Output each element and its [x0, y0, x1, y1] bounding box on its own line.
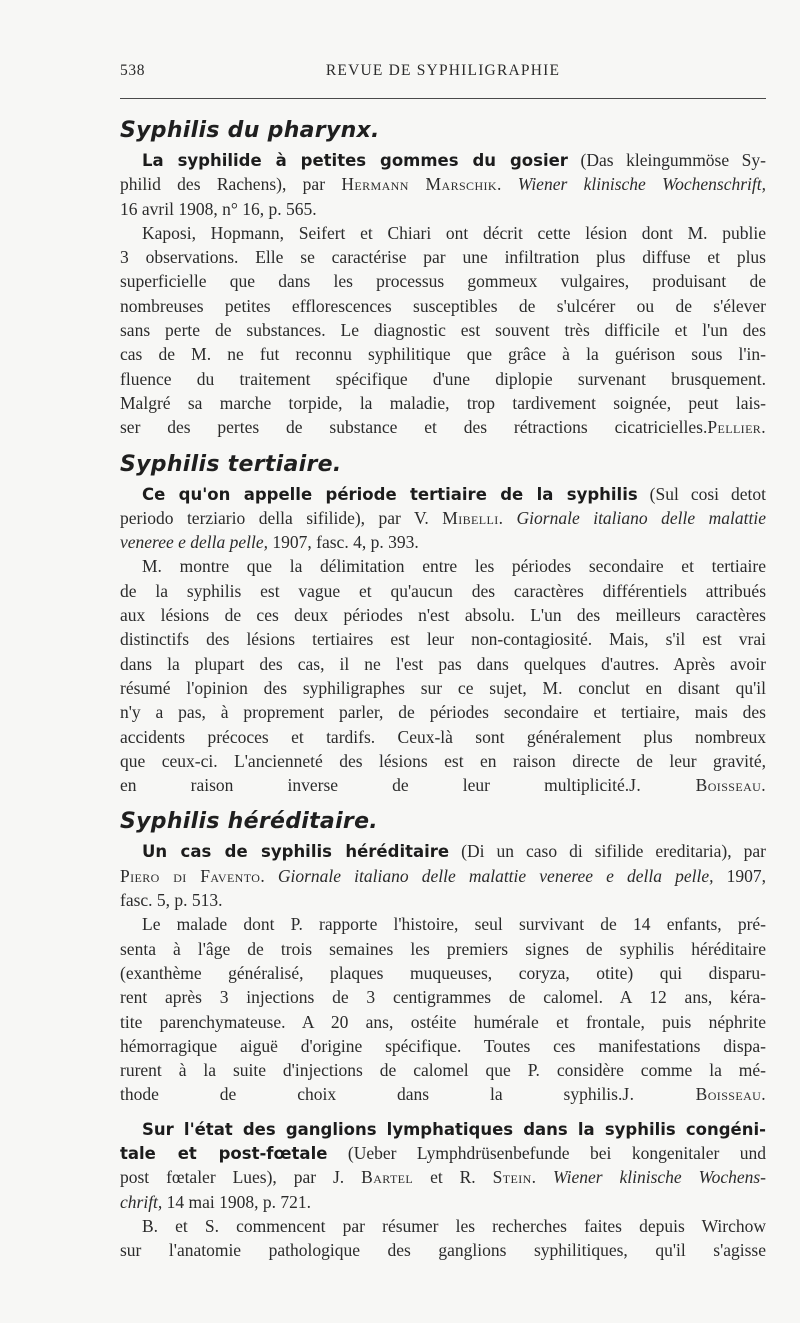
reviewer-signature: Pellier. [707, 417, 766, 438]
paragraph-line: aux lésions de ces deux périodes n'est absolu. L'un des meilleurs caractères [120, 605, 766, 626]
running-header [120, 62, 766, 84]
paragraph-line: que ceux-ci. L'ancienneté des lésions est en raison directe de leur gravité, [120, 750, 766, 771]
article-author: Mibelli [442, 507, 499, 528]
page-body [120, 110, 766, 1262]
paragraph-line: sur l'anatomie pathologique des ganglions syphilitiques, qu'il s'agisse [120, 1240, 766, 1261]
paragraph-line: nombreuses petites efflorescences susceptibles de s'ulcérer ou de s'élever [120, 295, 766, 316]
paragraph-line: rent après 3 injections de 3 centigrammes de calomel. A 12 ans, kéra- [120, 987, 766, 1008]
article-title-line: tale et post-fœtale (Ueber Lymphdrüsenbefunde bei kongenitaler und [120, 1142, 766, 1163]
article-author: Piero di Favento [120, 865, 261, 886]
article-author: Stein [492, 1167, 532, 1188]
article-title-line [120, 1117, 766, 1141]
paragraph-line: Malgré sa marche torpide, la maladie, trop tardivement soignée, peut lais- [120, 392, 766, 413]
section-heading-pharynx: Syphilis du pharynx. [120, 118, 380, 143]
paragraph-line: distinctifs des lésions tertiaires est leur non-contagiosité. Mais, s'il est vrai [120, 629, 766, 650]
paragraph-line: Kaposi, Hopmann, Seifert et Chiari ont décrit cette lésion dont M. publie [142, 222, 766, 243]
paragraph-line: dans la plupart des cas, il ne l'est pas dans quelques d'autres. Après avoir [120, 653, 766, 674]
paragraph-line: résumé l'opinion des syphiligraphes sur ce sujet, M. conclut en disant qu'il [120, 677, 766, 698]
article-title: tale et post-fœtale [120, 1143, 328, 1163]
header-rule [120, 98, 766, 99]
citation-line: periodo terziario della sifilide), par V. Mibelli. Giornale italiano delle malattie [120, 507, 766, 528]
paragraph-line: B. et S. commencent par résumer les recherches faites depuis Wirchow [142, 1215, 766, 1236]
paragraph-line: accidents précoces et tardifs. Ceux-là sont généralement plus nombreux [120, 726, 766, 747]
journal-name: veneree e della pelle, [120, 532, 269, 553]
paragraph-line: M. montre que la délimitation entre les périodes secondaire et tertiaire [142, 556, 766, 577]
article-periode-tertiaire [120, 482, 766, 798]
citation-line: post fœtaler Lues), par J. Bartel et R. Stein. Wiener klinische Wochens- [120, 1167, 766, 1188]
article-title: La syphilide à petites gommes du gosier [142, 151, 568, 170]
article-syphilide-gommes [120, 148, 766, 440]
citation-line: veneree e della pelle, 1907, fasc. 4, p. 393. [120, 532, 419, 553]
article-title-line: Ce qu'on appelle période tertiaire de la syphilis (Sul cosi detot [142, 483, 766, 504]
article-author: Bartel [361, 1167, 414, 1188]
paragraph-line: tite parenchymateuse. A 20 ans, ostéite humérale et frontale, puis néphrite [120, 1011, 766, 1032]
paragraph-last-line: thode de choix dans la syphilis.J. Boisseau. [120, 1084, 766, 1105]
paragraph-line: (exanthème généralisé, plaques muqueuses, coryza, otite) qui disparu- [120, 962, 766, 983]
paragraph-line: hémorragique aiguë d'origine spécifique. Toutes ces manifestations dispa- [120, 1035, 766, 1056]
article-title: Sur l'état des ganglions lymphatiques dans la syphilis congéni- [142, 1119, 766, 1139]
section-heading-tertiaire: Syphilis tertiaire. [120, 451, 342, 477]
paragraph-last-line: ser des pertes de substance et des rétractions cicatricielles.Pellier. [120, 417, 766, 438]
reviewer-signature: J. Boisseau. [622, 1084, 766, 1105]
page-number: 538 [120, 62, 146, 79]
journal-name: Giornale italiano delle malattie [516, 507, 766, 528]
paragraph-line: n'y a pas, à proprement parler, de périodes secondaire et tertiaire, mais des [120, 702, 766, 723]
article-title: Ce qu'on appelle période tertiaire de la syphilis [142, 484, 638, 504]
article-title-line: Un cas de syphilis héréditaire (Di un caso di sifilide ereditaria), par [142, 841, 766, 862]
article-title-line: La syphilide à petites gommes du gosier (Das kleingummöse Sy- [142, 150, 766, 170]
paragraph-last-line: en raison inverse de leur multiplicité.J. Boisseau. [120, 775, 766, 796]
paragraph-line: 3 observations. Elle se caractérise par une infiltration plus diffuse et plus [120, 247, 766, 268]
section-heading-hereditaire: Syphilis héréditaire. [120, 809, 378, 835]
article-ganglions-lymphatiques [120, 1117, 766, 1263]
citation-line: philid des Rachens), par Hermann Marschik. Wiener klinische Wochenschrift, [120, 174, 766, 195]
citation-line: Piero di Favento. Giornale italiano delle malattie veneree e della pelle, 1907, [120, 865, 766, 886]
journal-name: chrift, [120, 1191, 163, 1212]
paragraph-line: fluence du traitement spécifique d'une diplopie survenant brusquement. [120, 368, 766, 389]
journal-name: Wiener klinische Wochens- [552, 1167, 766, 1188]
article-gap [120, 1107, 766, 1117]
article-syphilis-hereditaire [120, 839, 766, 1106]
paragraph-line: de la syphilis est vague et qu'aucun des caractères différentiels attribués [120, 580, 766, 601]
journal-name: Giornale italiano delle malattie veneree e della pelle, [277, 865, 714, 886]
article-title: Un cas de syphilis héréditaire [142, 842, 450, 862]
paragraph-line: sans perte de substances. Le diagnostic est souvent très difficile et l'un des [120, 320, 766, 341]
paragraph-line: senta à l'âge de trois semaines les premiers signes de syphilis héréditaire [120, 938, 766, 959]
paragraph-line: rurent à la suite d'injections de calomel que P. considère comme la mé- [120, 1060, 766, 1081]
article-author: Hermann Marschik [341, 174, 497, 195]
journal-name: Wiener klinische Wochenschrift, [517, 174, 766, 195]
reviewer-signature: J. Boisseau. [629, 775, 766, 796]
running-title: REVUE DE SYPHILIGRAPHIE [325, 62, 561, 79]
paragraph-line: superficielle que dans les processus gommeux vulgaires, produisant de [120, 271, 766, 292]
citation-line: chrift, 14 mai 1908, p. 721. [120, 1191, 312, 1212]
citation-line: fasc. 5, p. 513. [120, 890, 223, 911]
citation-line: 16 avril 1908, n° 16, p. 565. [120, 198, 317, 219]
paragraph-line: cas de M. ne fut reconnu syphilitique que grâce à la guérison sous l'in- [120, 344, 766, 365]
paragraph-line: Le malade dont P. rapporte l'histoire, seul survivant de 14 enfants, pré- [142, 914, 766, 935]
